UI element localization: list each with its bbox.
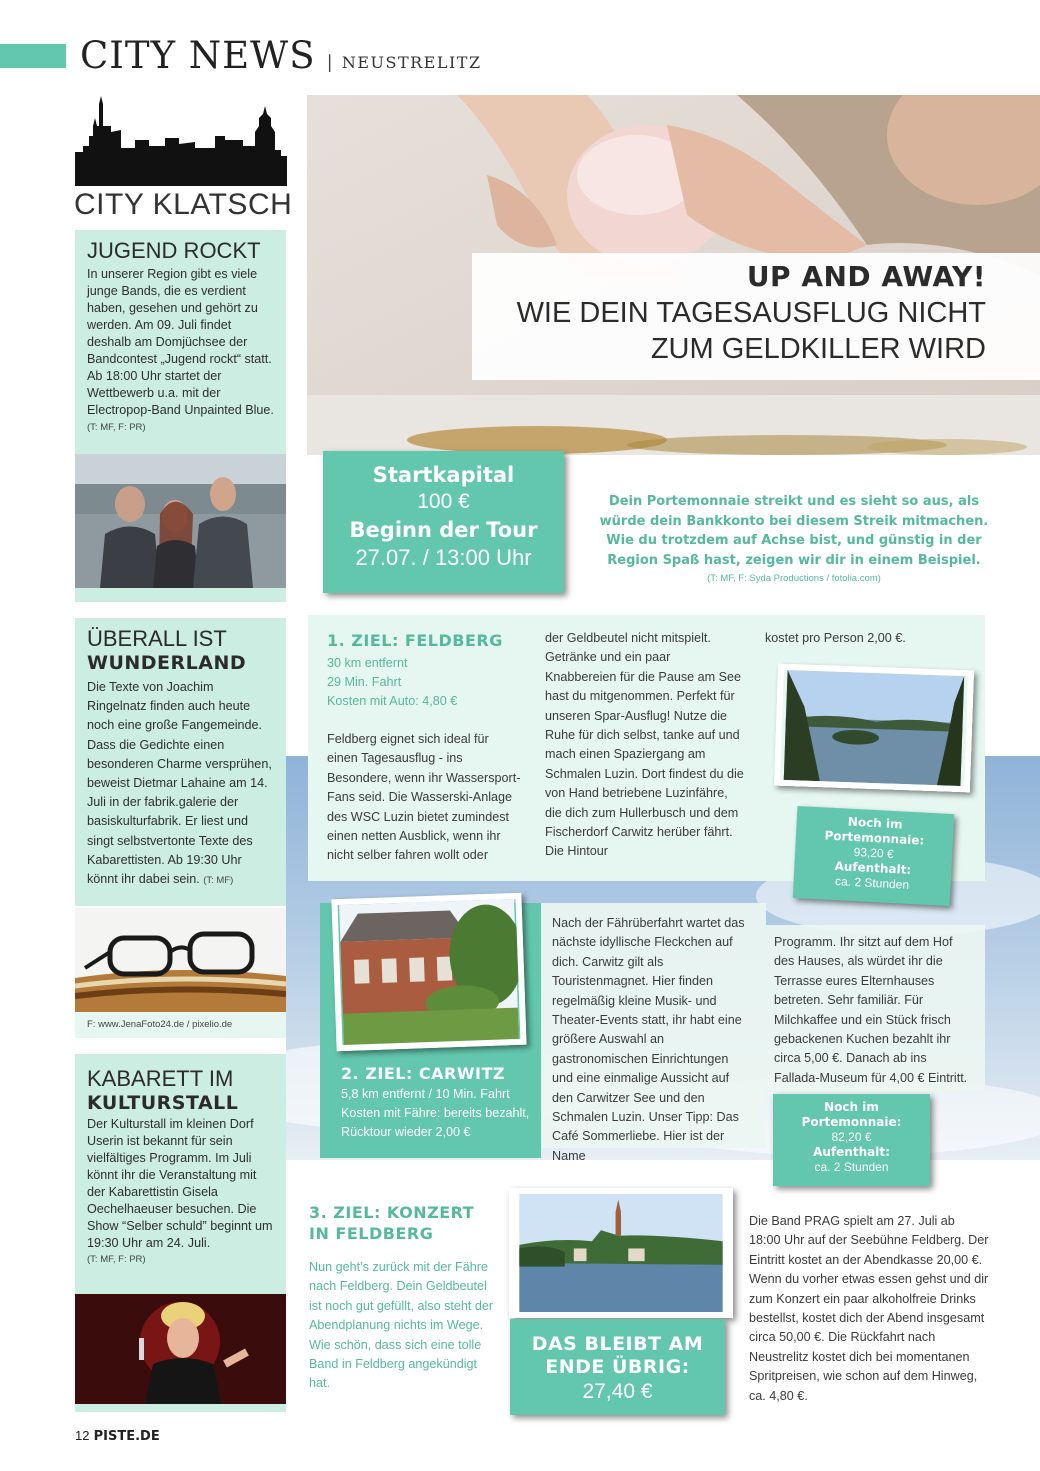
hero-title-line3: ZUM GELDKILLER WIRD [650,333,986,365]
article-text-body: Die Texte von Joachim Ringelnatz finden auch heute noch eine große Fangemeinde. Dass die Gedichte einen besonderen Charme versprühen, beweist Dietmar Lahaine am 14. Juli in der fabrik.galerie der basiskulturfabrik. Er liest und singt selbstvertonte Texte des Kabarettisten. Ab 19:30 Uhr könnt ihr dabei sein. [87,680,272,887]
hero-title-line2: WIE DEIN TAGESAUSFLUG NICHT [516,297,986,329]
kabarettist-photo [75,1294,286,1404]
article-title-light: ÜBERALL IST [87,626,227,651]
ziel2-wallet-stamp [773,1094,930,1186]
ziel1-stamp-label3: Aufenthalt: [834,858,912,877]
ziel2-column2: Programm. Ihr sitzt auf dem Hof des Hauses, als würdet ihr die Terrasse eures Elternhauses betreten. Sehr familiär. Für Milchkaffee und ein Stück frisch gebackenen Kuchen bezahlt ihr circa 5,00 €. Danach ab ins Fallada-Museum für 4,00 € Eintritt. [774,935,968,1085]
article-title-light: KABARETT IM [87,1066,234,1091]
article-text: In unserer Region gibt es viele junge Bands, die es verdient haben, gesehen und gehört zu werden. Am 09. Juli findet deshalb am Domjüchsee der Bandcontest „Jugend rockt“ statt. Ab 18:00 Uhr startet der Wettbewerb u.a. mit der Electropop-Band Unpainted Blue. [87,267,274,417]
carwitz-house-photo [331,893,526,1052]
ziel1-meta-time: 29 Min. Fahrt [327,675,402,689]
article-credit: (T: MF) [203,875,234,887]
ziel2-stamp-label1: Noch im [824,1100,879,1114]
ziel2-meta-return: Rücktour wieder 2,00 € [341,1125,471,1139]
hero-title-box [472,253,1040,380]
start-capital-box [323,451,564,593]
footer-brand: PISTE.DE [93,1429,160,1444]
ziel2-stamp-time: ca. 2 Stunden [814,1160,889,1174]
end-balance-value: 27,40 € [582,1380,653,1403]
article-credit: (T: MF, F: PR) [87,422,146,433]
page-number: 12 [75,1428,90,1443]
ziel1-column2: der Geldbeutel nicht mitspielt. Getränke und ein paar Knabbereien für die Pause am See hast du mitgenommen. Perfekt für unseren Spar-Ausflug! Nutze die Ruhe für dich selbst, tanke auf und mach einen Spaziergang am Schmalen Luzin. Dort findest du die von Hand betriebene Luzinfähre, die dich zum Hullerbusch und dem Fischerdorf Carwitz herüber fährt. Die Hintour [545,631,744,859]
intro-credit: (T: MF, F: Syda Productions / fotolia.com) [707,573,881,584]
photo-credit-bar [75,1012,286,1038]
ziel3-column2: Die Band PRAG spielt am 27. Juli ab 18:00 Uhr auf der Seebühne Feldberg. Der Eintritt kostet an der Abendkasse 20,00 €. Wenn du vorher etwas essen gehst und dir zum Konzert ein paar alkoholfreie Drinks bestellst, kostet dich der Abend insgesamt circa 50,00 €. Die Rückfahrt nach Neustrelitz kostet dich bei momentanen Spritpreisen, wie schon auf dem Hinweg, ca. 4,80 €. [749,1214,989,1403]
start-capital-label: Startkapital [372,463,515,487]
start-capital-value: 100 € [417,490,470,513]
sidebar-article-jugend-rockt [75,230,286,602]
header-location: NEUSTRELITZ [341,53,482,72]
photo-credit-text: F: www.JenaFoto24.de / pixelio.de [87,1019,233,1030]
article-title-bold: KULTURSTALL [87,1092,239,1114]
intro-text: Dein Portemonnaie streikt und es sieht so aus, als würde dein Bankkonto bei diesem Streik mitmachen. Wie du trotzdem auf Achse bist, und günstig in der Region Spaß hast, zeigen wir dir in einem Beispiel. [599,494,989,568]
ziel2-meta-distance: 5,8 km entfernt / 10 Min. Fahrt [341,1087,510,1101]
city-skyline-illustration [75,96,287,186]
ziel1-wallet-stamp [793,806,955,906]
article-title: JUGEND ROCKT [87,238,261,263]
tour-start-label: Beginn der Tour [349,518,538,542]
article-text [75,678,286,890]
ziel2-stamp-label3: Aufenthalt: [813,1145,890,1159]
ziel1-column3: kostet pro Person 2,00 €. [765,631,906,645]
end-balance-box [510,1319,725,1415]
tour-start-value: 27.07. / 13:00 Uhr [355,545,532,570]
hero-title-bold: UP AND AWAY! [746,260,986,293]
ziel3-column1: Nun geht’s zurück mit der Fähre nach Feldberg. Dein Geldbeutel ist noch gut gefüllt, also steht der Abendplanung nichts im Wege. Wie schön, dass sich eine tolle Band in Feldberg angekündigt hat. [309,1260,494,1391]
ziel2-meta-cost: Kosten mit Fähre: bereits bezahlt, [341,1106,530,1120]
ziel1-meta-cost: Kosten mit Auto: 4,80 € [327,694,458,708]
ziel2-stamp-money: 82,20 € [831,1130,872,1144]
ziel1-title: 1. ZIEL: FELDBERG [327,631,503,650]
page-footer [75,1428,160,1444]
ziel1-stamp-label1: Noch im [847,814,903,832]
ziel3-title-line2: IN FELDBERG [309,1224,434,1243]
article-credit: (T: MF, F: PR) [87,1254,146,1265]
feldberg-town-photo [509,1188,733,1318]
article-text: Der Kulturstall im kleinen Dorf Userin ist bekannt für sein vielfältiges Programm. Im Juli könnt ihr die Veranstaltung mit der Kabarettistin Gisela Oechelhaeuser besuchen. Die Show “Selber schuld” beginnt um 19:30 Uhr am 24. Juli. [87,1117,273,1250]
ziel1-meta-distance: 30 km entfernt [327,656,408,670]
ziel2-stamp-label2: Portemonnaie: [801,1115,902,1129]
page-header [80,34,482,77]
ziel1-column1: Feldberg eignet sich ideal für einen Tagesausflug - ins Besondere, wenn ihr Wassersport-Fans seid. Die Wasserski-Anlage des WSC Luzin bietet zumindest einen netten Ausblick, wenn ihr nicht selber fahren wollt oder [327,732,521,863]
end-balance-label2: ENDE ÜBRIG: [545,1356,690,1378]
sidebar-article-kulturstall [75,1054,286,1412]
article-title-bold: WUNDERLAND [87,652,247,674]
ziel2-column1: Nach der Fährüberfahrt wartet das nächste idyllische Fleckchen auf dich. Carwitz gilt als Touristenmagnet. Hier finden regelmäßig kleine Musik- und Theater-Events statt, ihr habt eine größere Auswahl an gastronomischen Einrichtungen und eine einmalige Aussicht auf den Carwitzer See und den Schmalen Luzin. Unser Tipp: Das Café Sommerliebe. Hier ist der Name [552,916,745,1163]
ziel1-stamp-label2: Portemonnaie: [824,828,925,848]
end-balance-label1: DAS BLEIBT AM [531,1333,704,1355]
header-title: CITY NEWS [80,34,316,77]
lake-luzin-photo [774,664,974,793]
band-photo [75,454,286,588]
glasses-on-book-photo [75,908,286,1012]
ziel1-stamp-money: 93,20 € [853,844,895,862]
ziel2-title: 2. ZIEL: CARWITZ [341,1064,505,1083]
header-separator: | [326,52,333,73]
ziel3-title-line1: 3. ZIEL: KONZERT [309,1203,475,1222]
header-accent-bar [0,44,66,68]
sidebar-section-title: CITY KLATSCH [74,188,293,221]
ziel1-stamp-time: ca. 2 Stunden [834,874,910,892]
sidebar-article-wunderland [75,618,286,906]
